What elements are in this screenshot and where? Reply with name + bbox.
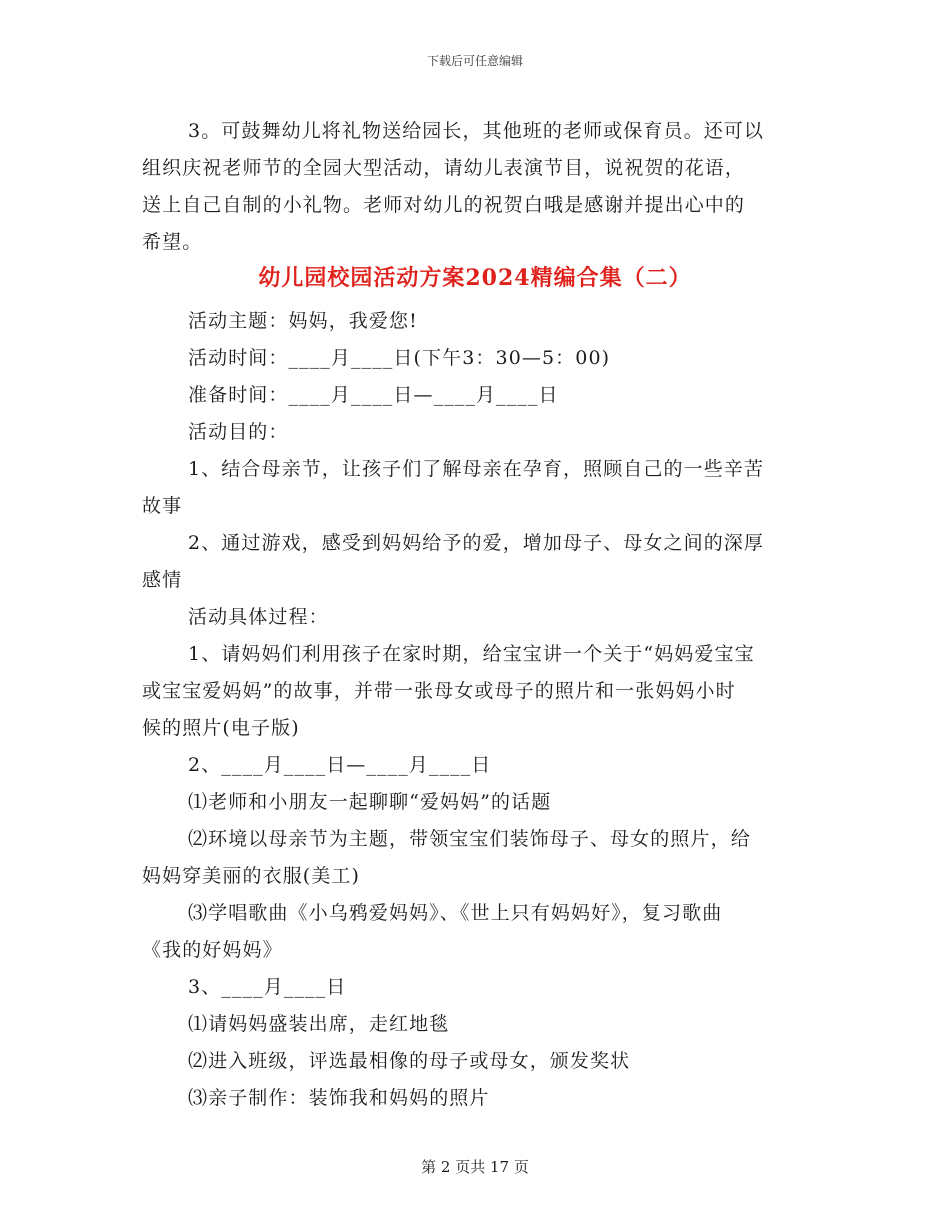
section-title: 幼儿园校园活动方案2024精编合集（二）: [258, 265, 692, 291]
sub-item: ⑶学唱歌曲《小乌鸦爱妈妈》、《世上只有妈妈好》，复习歌曲: [188, 902, 723, 924]
paragraph-line: 3。可鼓舞幼儿将礼物送给园长，其他班的老师或保育员。还可以: [188, 120, 764, 142]
sub-item: ⑴老师和小朋友一起聊聊“爱妈妈”的话题: [188, 791, 552, 813]
sub-item: ⑶亲子制作：装饰我和妈妈的照片: [188, 1087, 490, 1109]
page-header: 下载后可任意编辑: [426, 54, 523, 68]
goal-item: 2、通过游戏，感受到妈妈给予的爱，增加母子、母女之间的深厚: [188, 532, 764, 554]
activity-goal-heading: 活动目的：: [188, 421, 289, 443]
sub-item-continued: 《我的好妈妈》: [142, 939, 283, 961]
preparation-time: 准备时间：____月____日—____月____日: [188, 384, 559, 406]
sub-item: ⑵进入班级，评选最相像的母子或母女，颁发奖状: [188, 1050, 631, 1072]
page-footer: 第 2 页共 17 页: [421, 1158, 529, 1176]
goal-item-continued: 感情: [142, 569, 183, 591]
process-item: 2、____月____日—____月____日: [188, 754, 492, 776]
activity-theme: 活动主题：妈妈，我爱您!: [188, 310, 418, 332]
goal-item-continued: 故事: [142, 495, 183, 517]
paragraph-line: 送上自己自制的小礼物。老师对幼儿的祝贺白哦是感谢并提出心中的: [142, 194, 746, 216]
paragraph-line: 希望。: [142, 231, 203, 253]
process-item-continued: 或宝宝爱妈妈”的故事，并带一张母女或母子的照片和一张妈妈小时: [142, 680, 736, 702]
goal-item: 1、结合母亲节，让孩子们了解母亲在孕育，照顾自己的一些辛苦: [188, 458, 764, 480]
sub-item: ⑵环境以母亲节为主题，带领宝宝们装饰母子、母女的照片，给: [188, 828, 751, 850]
paragraph-line: 组织庆祝老师节的全园大型活动，请幼儿表演节目，说祝贺的花语，: [142, 157, 746, 179]
process-item-continued: 候的照片(电子版): [142, 717, 300, 739]
process-item: 1、请妈妈们利用孩子在家时期，给宝宝讲一个关于“妈妈爱宝宝: [188, 643, 755, 665]
process-heading: 活动具体过程：: [188, 606, 329, 628]
process-item: 3、____月____日: [188, 976, 347, 998]
sub-item-continued: 妈妈穿美丽的衣服(美工): [142, 865, 361, 887]
sub-item: ⑴请妈妈盛装出席，走红地毯: [188, 1013, 450, 1035]
activity-time: 活动时间：____月____日(下午3：30—5：00): [188, 347, 611, 369]
